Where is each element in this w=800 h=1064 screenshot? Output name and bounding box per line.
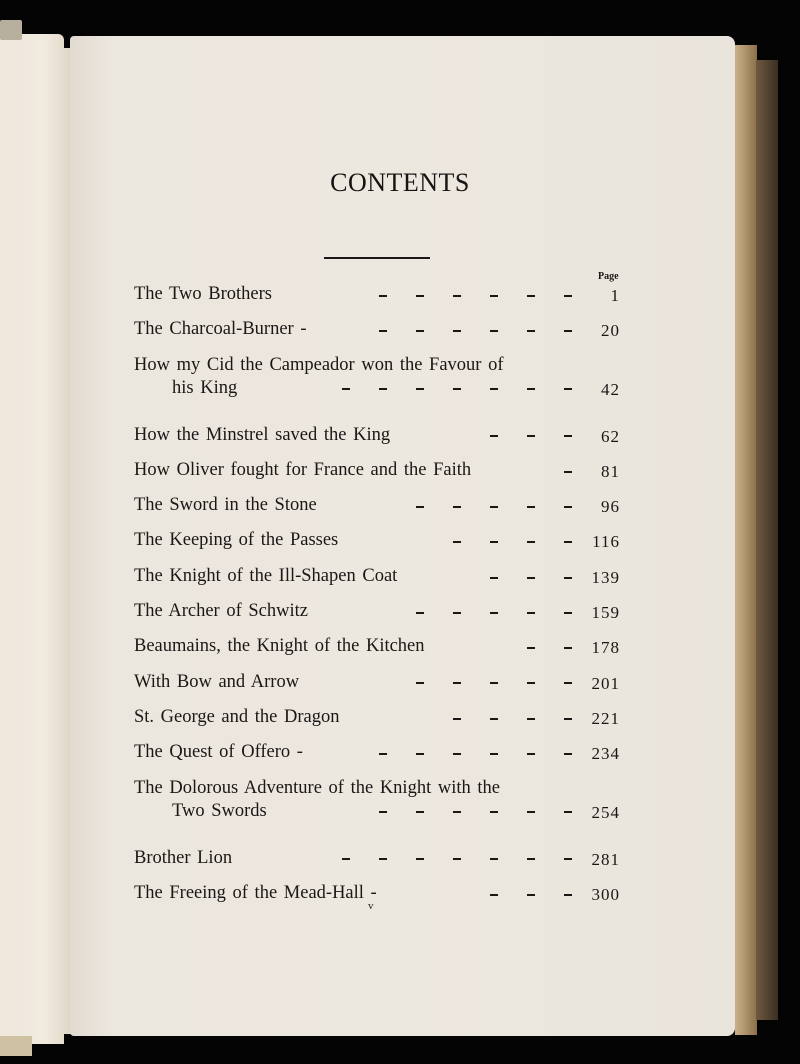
toc-entry-title: St. George and the Dragon xyxy=(134,706,340,727)
dash-leader xyxy=(387,601,572,623)
dash-leader xyxy=(461,566,572,588)
toc-entry xyxy=(132,742,620,777)
toc-entry-title-continuation: Two Swords xyxy=(172,800,267,821)
toc-entry xyxy=(132,460,620,495)
dash-leader xyxy=(461,425,572,447)
toc-entry-page-number: 281 xyxy=(591,849,620,869)
toc-entry xyxy=(132,707,620,742)
page-folio: v xyxy=(368,900,374,912)
dash-leader xyxy=(350,742,572,764)
toc-entry-page-number: 42 xyxy=(601,379,620,399)
toc-entry xyxy=(132,778,620,848)
dash-leader xyxy=(350,284,572,306)
toc-entry-title: The Charcoal-Burner - xyxy=(134,319,307,340)
page-column-label: Page xyxy=(598,271,619,282)
toc-entry-page-number: 1 xyxy=(610,286,620,305)
toc-entry-title: How Oliver fought for France and the Faith xyxy=(134,459,472,480)
toc-entry-title: The Quest of Offero - xyxy=(134,742,303,763)
toc-entry-page-number: 254 xyxy=(591,802,620,822)
dash-leader xyxy=(350,319,572,341)
toc-entry-page-number: 81 xyxy=(601,461,620,481)
toc-entry xyxy=(132,284,620,319)
book-cover-edge xyxy=(756,60,778,1020)
toc-entry-title: The Knight of the Ill-Shapen Coat xyxy=(134,565,398,586)
toc-entry-page-number: 116 xyxy=(592,532,620,552)
toc-entry-page-number: 234 xyxy=(591,744,620,764)
toc-entry xyxy=(132,848,620,883)
toc-entry-title: Beaumains, the Knight of the Kitchen xyxy=(134,636,425,657)
toc-entry-page-number: 300 xyxy=(591,884,620,904)
toc-entry-title: The Archer of Schwitz xyxy=(134,601,308,622)
toc-entry xyxy=(132,601,620,636)
toc-entry xyxy=(132,636,620,671)
toc-entry xyxy=(132,355,620,425)
toc-list xyxy=(132,284,620,918)
toc-entry-title: The Dolorous Adventure of the Knight with the xyxy=(134,777,500,798)
toc-entry-page-number: 62 xyxy=(601,426,620,446)
toc-entry xyxy=(132,425,620,460)
left-page-bottom-edge xyxy=(0,1036,32,1056)
dash-leader xyxy=(461,883,572,905)
toc-entry xyxy=(132,566,620,601)
toc-entry-page-number: 159 xyxy=(591,603,620,623)
toc-entry-page-number: 96 xyxy=(601,497,620,517)
dash-leader xyxy=(424,707,572,729)
dash-leader xyxy=(535,460,572,482)
toc-entry xyxy=(132,883,620,918)
contents-heading: CONTENTS xyxy=(330,168,470,197)
toc-entry-title: The Sword in the Stone xyxy=(134,495,317,516)
toc-entry-title: How my Cid the Campeador won the Favour of xyxy=(134,354,504,375)
toc-entry-title: How the Minstrel saved the King xyxy=(134,424,391,445)
toc-entry-page-number: 178 xyxy=(591,638,620,658)
toc-entry xyxy=(132,319,620,354)
toc-entry xyxy=(132,672,620,707)
dash-leader xyxy=(313,378,572,400)
dash-leader xyxy=(350,801,572,823)
dash-leader xyxy=(424,530,572,552)
left-page-tab xyxy=(0,20,22,40)
dash-leader xyxy=(387,672,572,694)
toc-entry xyxy=(132,495,620,530)
toc-entry-page-number: 221 xyxy=(591,708,620,728)
toc-entry-title: With Bow and Arrow xyxy=(134,671,300,692)
toc-entry-page-number: 139 xyxy=(591,567,620,587)
dash-leader xyxy=(498,636,572,658)
dash-leader xyxy=(387,495,572,517)
toc-entry-title: The Two Brothers xyxy=(134,284,273,304)
dash-leader xyxy=(313,848,572,870)
toc-entry-title: Brother Lion xyxy=(134,847,233,868)
toc-entry-page-number: 201 xyxy=(591,673,620,693)
toc-entry-title: The Keeping of the Passes xyxy=(134,530,339,551)
toc-entry-title-continuation: his King xyxy=(172,377,238,398)
toc-entry xyxy=(132,530,620,565)
heading-rule xyxy=(324,257,430,259)
toc-entry-title: The Freeing of the Mead-Hall - xyxy=(134,882,377,903)
toc-entry-page-number: 20 xyxy=(601,321,620,341)
